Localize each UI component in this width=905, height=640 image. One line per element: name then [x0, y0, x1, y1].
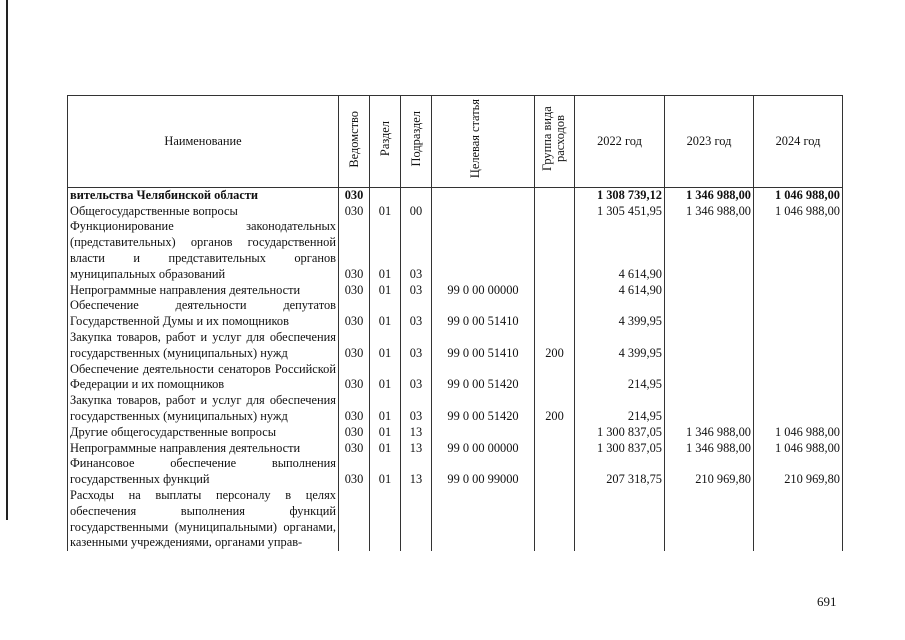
header-target-article: Целевая статья — [432, 96, 535, 188]
header-year-2022: 2022 год — [575, 96, 665, 188]
cell-y2022: 4 399,95 — [575, 298, 665, 330]
cell-y2022: 1 300 837,05 — [575, 441, 665, 457]
table-row — [68, 362, 843, 394]
cell-y2022: 1 308 739,12 — [575, 187, 665, 203]
table-header-row — [68, 96, 843, 188]
left-margin-line — [6, 0, 8, 520]
cell-ved: 030 — [339, 393, 370, 425]
cell-vr — [535, 219, 575, 282]
header-subsection: Подраздел — [401, 96, 432, 188]
cell-y2022: 214,95 — [575, 362, 665, 394]
table-row — [68, 298, 843, 330]
table-row — [68, 393, 843, 425]
cell-ved: 030 — [339, 425, 370, 441]
cell-y2023: 210 969,80 — [665, 456, 754, 488]
cell-y2024 — [754, 330, 843, 362]
cell-ved: 030 — [339, 298, 370, 330]
cell-ved: 030 — [339, 330, 370, 362]
cell-y2023 — [665, 219, 754, 282]
header-name: Наименование — [68, 96, 339, 188]
cell-vr — [535, 187, 575, 203]
cell-y2023 — [665, 393, 754, 425]
cell-podr: 03 — [401, 393, 432, 425]
page-number: 691 — [817, 594, 837, 609]
cell-cs — [432, 425, 535, 441]
cell-ved: 030 — [339, 441, 370, 457]
cell-cs: 99 0 00 51420 — [432, 362, 535, 394]
cell-y2022: 1 305 451,95 — [575, 204, 665, 220]
table-row — [68, 187, 843, 203]
cell-razd: 01 — [370, 298, 401, 330]
cell-y2022: 4 614,90 — [575, 219, 665, 282]
cell-y2023: 1 346 988,00 — [665, 187, 754, 203]
cell-razd: 01 — [370, 219, 401, 282]
cell-razd: 01 — [370, 283, 401, 299]
cell-name: Закупка товаров, работ и услуг для обеспечения государственных (муниципальных) нужд — [68, 330, 339, 362]
cell-y2023: 1 346 988,00 — [665, 425, 754, 441]
cell-ved — [339, 488, 370, 551]
table-row — [68, 330, 843, 362]
cell-cs — [432, 187, 535, 203]
cell-razd: 01 — [370, 330, 401, 362]
cell-podr: 13 — [401, 456, 432, 488]
cell-name: Непрограммные направления деятельности — [68, 283, 339, 299]
cell-podr: 03 — [401, 362, 432, 394]
table-row — [68, 219, 843, 282]
cell-y2024: 1 046 988,00 — [754, 187, 843, 203]
cell-y2023 — [665, 362, 754, 394]
cell-razd: 01 — [370, 362, 401, 394]
budget-table — [67, 95, 843, 551]
cell-ved: 030 — [339, 456, 370, 488]
table-row — [68, 204, 843, 220]
cell-ved: 030 — [339, 362, 370, 394]
cell-vr — [535, 488, 575, 551]
cell-podr: 03 — [401, 330, 432, 362]
cell-y2024 — [754, 219, 843, 282]
cell-vr — [535, 283, 575, 299]
cell-razd — [370, 187, 401, 203]
cell-name: Обеспечение деятельности сенаторов Российской Федерации и их помощников — [68, 362, 339, 394]
cell-y2024 — [754, 393, 843, 425]
cell-y2024 — [754, 283, 843, 299]
cell-y2024 — [754, 362, 843, 394]
cell-y2022: 1 300 837,05 — [575, 425, 665, 441]
cell-y2023 — [665, 330, 754, 362]
cell-vr — [535, 425, 575, 441]
cell-podr — [401, 488, 432, 551]
cell-y2024 — [754, 488, 843, 551]
cell-razd — [370, 488, 401, 551]
cell-razd: 01 — [370, 441, 401, 457]
cell-y2022: 214,95 — [575, 393, 665, 425]
cell-y2024: 1 046 988,00 — [754, 204, 843, 220]
table-row — [68, 441, 843, 457]
cell-name: вительства Челябинской области — [68, 187, 339, 203]
cell-cs — [432, 488, 535, 551]
table-row — [68, 488, 843, 551]
cell-podr: 00 — [401, 204, 432, 220]
cell-y2022: 4 614,90 — [575, 283, 665, 299]
cell-ved: 030 — [339, 204, 370, 220]
cell-cs: 99 0 00 51410 — [432, 298, 535, 330]
cell-y2024 — [754, 298, 843, 330]
cell-name: Финансовое обеспечение выполнения государственных функций — [68, 456, 339, 488]
cell-cs — [432, 204, 535, 220]
cell-y2024: 1 046 988,00 — [754, 425, 843, 441]
cell-name: Другие общегосударственные вопросы — [68, 425, 339, 441]
cell-y2023: 1 346 988,00 — [665, 204, 754, 220]
cell-podr — [401, 187, 432, 203]
cell-podr: 03 — [401, 298, 432, 330]
cell-vr — [535, 204, 575, 220]
header-ministry: Ведомство — [339, 96, 370, 188]
cell-y2023 — [665, 488, 754, 551]
cell-ved: 030 — [339, 187, 370, 203]
cell-cs — [432, 219, 535, 282]
header-year-2024: 2024 год — [754, 96, 843, 188]
cell-cs: 99 0 00 00000 — [432, 283, 535, 299]
header-expense-group: Группа вида расходов — [535, 96, 575, 188]
cell-ved: 030 — [339, 283, 370, 299]
cell-podr: 13 — [401, 425, 432, 441]
cell-razd: 01 — [370, 393, 401, 425]
cell-podr: 13 — [401, 441, 432, 457]
cell-vr — [535, 456, 575, 488]
cell-cs: 99 0 00 51410 — [432, 330, 535, 362]
cell-y2023 — [665, 283, 754, 299]
cell-vr — [535, 441, 575, 457]
cell-cs: 99 0 00 99000 — [432, 456, 535, 488]
cell-vr — [535, 362, 575, 394]
table-row — [68, 425, 843, 441]
table-row — [68, 283, 843, 299]
cell-podr: 03 — [401, 283, 432, 299]
cell-ved: 030 — [339, 219, 370, 282]
cell-y2023: 1 346 988,00 — [665, 441, 754, 457]
cell-name: Закупка товаров, работ и услуг для обеспечения государственных (муниципальных) нужд — [68, 393, 339, 425]
cell-name: Функционирование законодательных (представительных) органов государственной власти и представительных органов муниципальных образований — [68, 219, 339, 282]
cell-y2022: 207 318,75 — [575, 456, 665, 488]
cell-vr: 200 — [535, 330, 575, 362]
cell-y2022 — [575, 488, 665, 551]
header-section: Раздел — [370, 96, 401, 188]
cell-vr: 200 — [535, 393, 575, 425]
cell-razd: 01 — [370, 204, 401, 220]
cell-name: Расходы на выплаты персоналу в целях обеспечения выполнения функций государственными (муниципальными) органами, казенными учреждениями, органами управ- — [68, 488, 339, 551]
cell-y2024: 1 046 988,00 — [754, 441, 843, 457]
cell-y2022: 4 399,95 — [575, 330, 665, 362]
cell-podr: 03 — [401, 219, 432, 282]
header-year-2023: 2023 год — [665, 96, 754, 188]
cell-y2023 — [665, 298, 754, 330]
cell-y2024: 210 969,80 — [754, 456, 843, 488]
cell-vr — [535, 298, 575, 330]
cell-name: Непрограммные направления деятельности — [68, 441, 339, 457]
cell-razd: 01 — [370, 456, 401, 488]
cell-cs: 99 0 00 51420 — [432, 393, 535, 425]
cell-razd: 01 — [370, 425, 401, 441]
table-row — [68, 456, 843, 488]
cell-name: Обеспечение деятельности депутатов Государственной Думы и их помощников — [68, 298, 339, 330]
cell-cs: 99 0 00 00000 — [432, 441, 535, 457]
cell-name: Общегосударственные вопросы — [68, 204, 339, 220]
